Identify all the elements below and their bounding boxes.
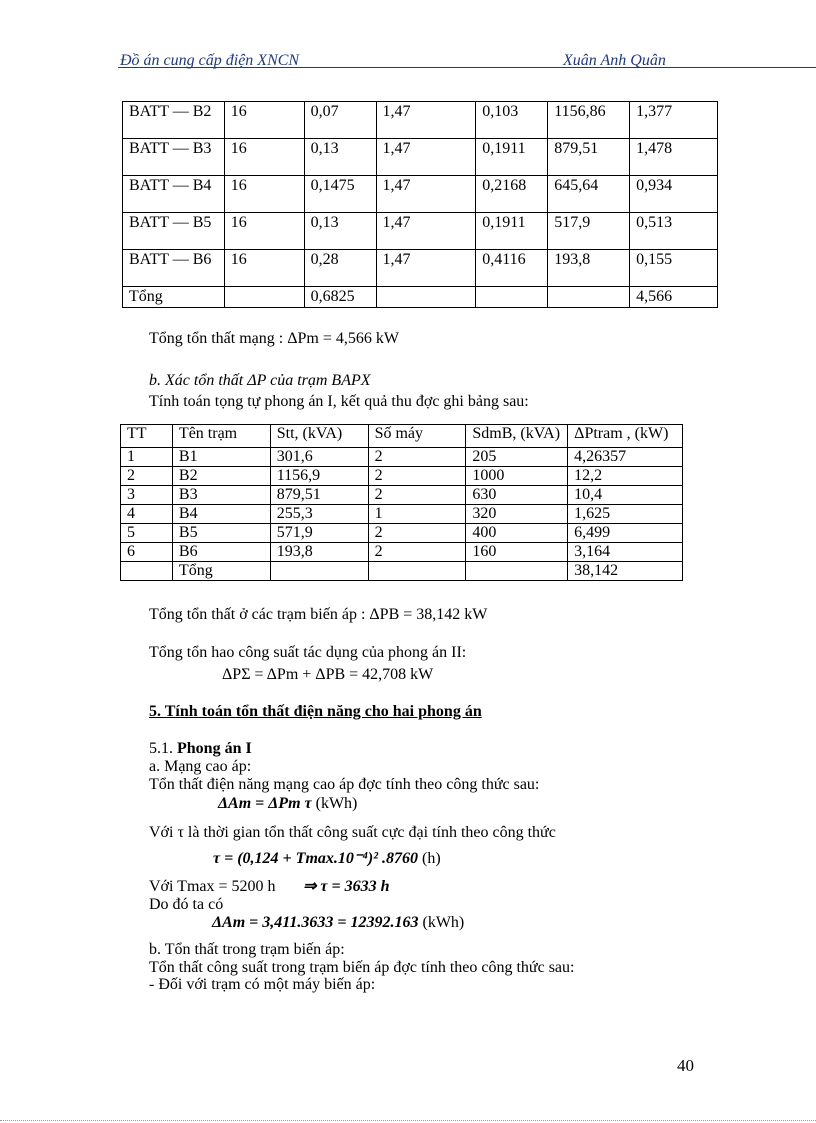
tau-formula-expr: τ = (0,124 + Tmax.10⁻⁴)² .8760 <box>213 850 419 867</box>
bottom-divider <box>0 1120 816 1121</box>
table-cell: 255,3 <box>270 505 368 524</box>
tmax-line: Với Tmax = 5200 h <box>149 878 276 895</box>
table-row <box>121 562 683 581</box>
table-cell: 1000 <box>466 467 568 486</box>
table-cell <box>376 287 476 308</box>
table-cell: 4,566 <box>630 287 718 308</box>
table-cell: 38,142 <box>568 562 683 581</box>
table-cell: 0,2168 <box>476 176 548 213</box>
table-cell: 1,377 <box>630 102 718 139</box>
table-cell: 193,8 <box>548 250 630 287</box>
table-cell: 630 <box>466 486 568 505</box>
table-cell: 10,4 <box>568 486 683 505</box>
table-cell: Tổng <box>123 287 225 308</box>
table-cell: 2 <box>121 467 173 486</box>
subsection-b-intro: Tổn thất công suất trong trạm biến áp đợc tính theo công thức sau: <box>149 959 575 976</box>
table-cell: 2 <box>368 448 466 467</box>
table-cell: 205 <box>466 448 568 467</box>
section-5-1-heading <box>149 740 252 758</box>
table-cell: Tổng <box>172 562 270 581</box>
table-cell: 0,513 <box>630 213 718 250</box>
table-cell: 1,47 <box>376 139 476 176</box>
table-row <box>121 467 683 486</box>
table-cell: 0,155 <box>630 250 718 287</box>
table-cell: 1,47 <box>376 250 476 287</box>
table-cell: 0,13 <box>304 139 376 176</box>
table-cell: Số máy <box>368 425 466 448</box>
table-row <box>123 250 718 287</box>
table-cell <box>270 562 368 581</box>
table-row <box>121 486 683 505</box>
table-cell: 400 <box>466 524 568 543</box>
table-cell <box>368 562 466 581</box>
table-cell: 1,47 <box>376 176 476 213</box>
energy-loss-unit: (kWh) <box>315 795 358 812</box>
table-cell: 0,1911 <box>476 213 548 250</box>
table-cell: 16 <box>224 139 304 176</box>
energy-loss-formula <box>218 795 357 813</box>
table-cell: B1 <box>172 448 270 467</box>
table-cell: 2 <box>368 524 466 543</box>
table-cell: 6 <box>121 543 173 562</box>
table-row <box>123 176 718 213</box>
table-cell: B6 <box>172 543 270 562</box>
table-row <box>123 213 718 250</box>
table-cell: 5 <box>121 524 173 543</box>
table-row <box>121 524 683 543</box>
table-cell: BATT — B4 <box>123 176 225 213</box>
table-cell: BATT — B2 <box>123 102 225 139</box>
section-b-title: b. Xác tổn thất ΔP của trạm BAPX <box>149 372 371 389</box>
table-cell: 0,1475 <box>304 176 376 213</box>
table-row <box>123 287 718 308</box>
table-cell: 0,934 <box>630 176 718 213</box>
subsection-b-item: - Đối với trạm có một máy biến áp: <box>149 976 376 993</box>
table-row <box>121 543 683 562</box>
table-cell: 1,47 <box>376 102 476 139</box>
total-loss-intro: Tổng tổn hao công suất tác dụng của phong án II: <box>149 644 467 661</box>
table-row <box>121 505 683 524</box>
table-cell: BATT — B5 <box>123 213 225 250</box>
table-cell: 3,164 <box>568 543 683 562</box>
table-cell: BATT — B6 <box>123 250 225 287</box>
table-cell: 16 <box>224 176 304 213</box>
table-cell: 571,9 <box>270 524 368 543</box>
table-cell: 160 <box>466 543 568 562</box>
table-cell: 1156,9 <box>270 467 368 486</box>
subsection-a-intro: Tổn thất điện năng mạng cao áp đợc tính theo công thức sau: <box>149 776 540 793</box>
station-loss-table <box>120 424 683 581</box>
table-cell: B3 <box>172 486 270 505</box>
table-cell: 0,4116 <box>476 250 548 287</box>
section-5-1-number: 5.1. <box>149 740 177 757</box>
table-cell: 645,64 <box>548 176 630 213</box>
table-cell: 1,625 <box>568 505 683 524</box>
subsection-a-title: a. Mạng cao áp: <box>149 758 252 775</box>
tau-formula <box>213 848 441 868</box>
table-cell: 16 <box>224 102 304 139</box>
table-cell: 3 <box>121 486 173 505</box>
table-cell: Tên trạm <box>172 425 270 448</box>
table-cell: 0,1911 <box>476 139 548 176</box>
table-cell: Stt, (kVA) <box>270 425 368 448</box>
table-cell: 0,6825 <box>304 287 376 308</box>
tau-unit: (h) <box>422 850 441 867</box>
table-cell: 16 <box>224 213 304 250</box>
table-cell: SdmB, (kVA) <box>466 425 568 448</box>
table-cell: 0,13 <box>304 213 376 250</box>
table-cell: 517,9 <box>548 213 630 250</box>
energy-loss-formula-expr: ΔAm = ΔPm τ <box>218 795 312 812</box>
table-cell: 1,478 <box>630 139 718 176</box>
table-cell: 1 <box>121 448 173 467</box>
table-cell <box>476 287 548 308</box>
line-loss-table <box>122 101 718 308</box>
header-title: Đồ án cung cấp điện XNCN <box>120 52 300 69</box>
table-row <box>123 102 718 139</box>
table-cell: 1,47 <box>376 213 476 250</box>
station-loss-text: Tổng tổn thất ở các trạm biến áp : ΔPB = 38,142 kW <box>149 606 488 623</box>
header-author: Xuân Anh Quân <box>563 52 666 69</box>
header-divider <box>118 67 816 68</box>
table-cell: 6,499 <box>568 524 683 543</box>
table-cell: 1156,86 <box>548 102 630 139</box>
table-cell <box>548 287 630 308</box>
therefore-text: Do đó ta có <box>149 896 224 913</box>
table-cell: 1 <box>368 505 466 524</box>
tau-result: ⇒ τ = 3633 h <box>303 878 390 895</box>
network-loss-text: Tổng tổn thất mạng : ΔPm = 4,566 kW <box>149 330 399 347</box>
table-cell: B2 <box>172 467 270 486</box>
table-cell: 193,8 <box>270 543 368 562</box>
section-5-1-title: Phong án I <box>177 740 252 757</box>
table-cell: 2 <box>368 486 466 505</box>
table-cell <box>121 562 173 581</box>
energy-loss-value-expr: ΔAm = 3,411.3633 = 12392.163 <box>212 914 419 931</box>
subsection-b-title: b. Tổn thất trong trạm biến áp: <box>149 941 345 958</box>
total-loss-formula: ΔPΣ = ΔPm + ΔPB = 42,708 kW <box>222 666 434 683</box>
table-cell: 0,28 <box>304 250 376 287</box>
table-cell: B4 <box>172 505 270 524</box>
table-cell <box>466 562 568 581</box>
table-row <box>123 139 718 176</box>
table-cell: TT <box>121 425 173 448</box>
table-cell: BATT — B3 <box>123 139 225 176</box>
table-cell: B5 <box>172 524 270 543</box>
table-cell: 879,51 <box>270 486 368 505</box>
table-row <box>121 425 683 448</box>
energy-loss-value <box>212 914 464 932</box>
table-cell: ΔPtram , (kW) <box>568 425 683 448</box>
table-cell: 2 <box>368 543 466 562</box>
table-cell: 4,26357 <box>568 448 683 467</box>
table-row <box>121 448 683 467</box>
table-cell: 4 <box>121 505 173 524</box>
table-cell <box>224 287 304 308</box>
table-cell: 0,07 <box>304 102 376 139</box>
tau-intro: Với τ là thời gian tổn thất công suất cực đại tính theo công thức <box>149 824 556 841</box>
section-5-title: 5. Tính toán tổn thất điện năng cho hai phong án <box>149 703 482 720</box>
table-cell: 16 <box>224 250 304 287</box>
table-cell: 0,103 <box>476 102 548 139</box>
table-cell: 320 <box>466 505 568 524</box>
table-cell: 12,2 <box>568 467 683 486</box>
energy-loss-value-unit: (kWh) <box>422 914 465 931</box>
table-cell: 879,51 <box>548 139 630 176</box>
section-b-intro: Tính toán tọng tự phong án I, kết quả thu đợc ghi bảng sau: <box>149 393 529 410</box>
table-cell: 301,6 <box>270 448 368 467</box>
page-number: 40 <box>677 1056 694 1075</box>
table-cell: 2 <box>368 467 466 486</box>
